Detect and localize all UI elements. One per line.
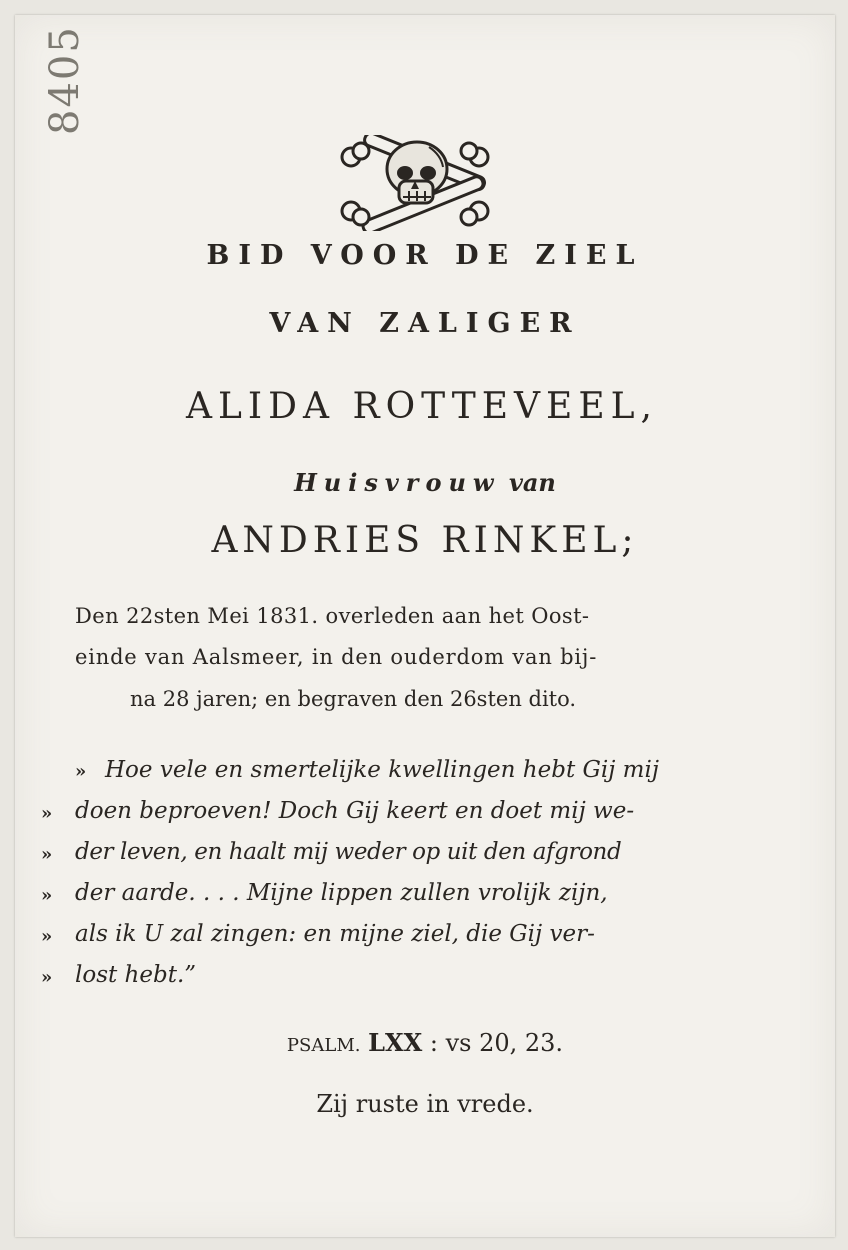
psalm-chapter: LXX [368, 1028, 423, 1057]
deceased-name: ALIDA ROTTEVEEL, [186, 386, 658, 427]
relation-preposition: van [508, 468, 556, 497]
quote-line-2: doen beproeven! Doch Gij keert en doet mij we- [75, 798, 635, 824]
quote-mark: » [41, 926, 53, 947]
notice-line-3: na 28 jaren; en begraven den 26sten dito. [130, 687, 577, 711]
psalm-book: PSALM. [286, 1035, 361, 1056]
closing-line: Zij ruste in vrede. [316, 1090, 534, 1118]
psalm-citation [15, 1028, 835, 1057]
quote-mark: » [75, 761, 87, 782]
notice-line-1: Den 22sten Mei 1831. overleden aan het Oost- [75, 604, 590, 628]
quote-line-6: lost hebt.” [75, 962, 197, 988]
quote-line-1: Hoe vele en smertelijke kwellingen hebt Gij mij [105, 757, 659, 783]
quote-line-3: der leven, en haalt mij weder op uit den afgrond [75, 839, 622, 865]
inventory-number: 8405 [42, 25, 88, 135]
heading-line-1: BID VOOR DE ZIEL [206, 240, 644, 271]
quote-line-5: als ik U zal zingen: en mijne ziel, die Gij ver- [75, 921, 595, 947]
heading-line-2: VAN ZALIGER [269, 308, 581, 339]
quote-mark: » [41, 803, 53, 824]
memorial-card [15, 15, 835, 1237]
spouse-name: ANDRIES RINKEL; [211, 520, 639, 561]
quote-mark: » [41, 844, 53, 865]
skull-crossbones-icon [337, 135, 493, 231]
relation-word: Huisvrouw [294, 468, 501, 497]
psalm-verses: : vs 20, 23. [429, 1029, 564, 1057]
notice-line-2: einde van Aalsmeer, in den ouderdom van bij- [75, 645, 598, 669]
quote-mark: » [41, 967, 53, 988]
quote-mark: » [41, 885, 53, 906]
relation-line [15, 468, 835, 497]
quote-line-4: der aarde. . . . Mijne lippen zullen vrolijk zijn, [75, 880, 608, 906]
